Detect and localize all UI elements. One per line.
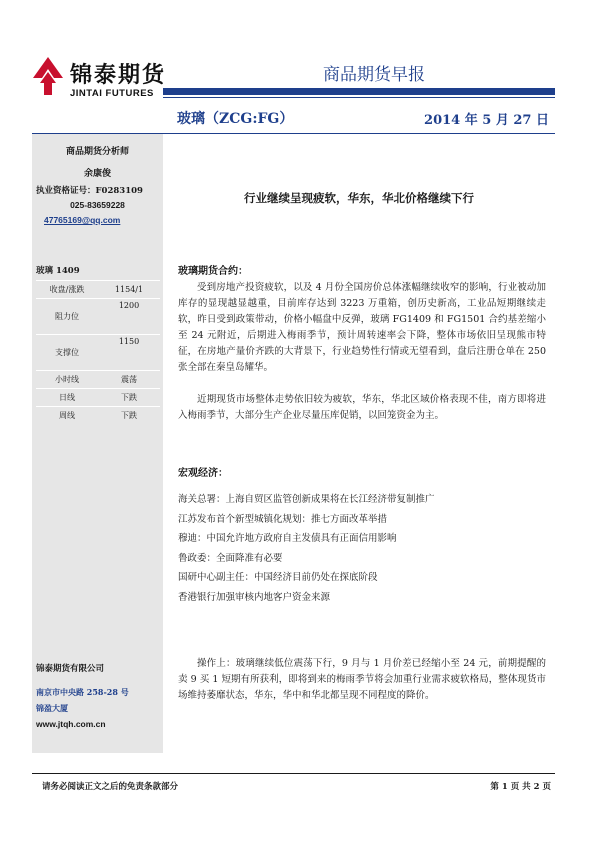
footer-rule: [32, 773, 555, 774]
metric-label: 支撑位: [36, 335, 98, 371]
company-name: 锦泰期货有限公司: [36, 664, 105, 674]
metric-label: 日线: [36, 389, 98, 407]
header-rule: [163, 88, 555, 95]
metric-value: 1200: [98, 299, 160, 335]
macro-section-heading: 宏观经济：: [178, 468, 228, 479]
table-row: [36, 407, 160, 425]
company-website-link[interactable]: www.jtqh.com.cn: [36, 719, 106, 729]
metric-value: 下跌: [98, 407, 160, 425]
list-item: 国研中心副主任：中国经济目前仍处在探底阶段: [178, 572, 378, 584]
list-item: 海关总署：上海自贸区监管创新成果将在长江经济带复制推广: [178, 494, 435, 505]
report-date: 2014 年 5 月 27 日: [424, 113, 549, 128]
title-rule: [163, 133, 555, 134]
report-headline: 行业继续呈现疲软，华东，华北价格继续下行: [244, 191, 474, 205]
contract-paragraph-1: 受到房地产投资疲软，以及 4 月份全国房价总体涨幅继续收窄的影响，行业被动加库存的显现越显越重，目前库存达到 3223 万重箱，创历史新高，工业品短期继续走软，昨日受到政策带动，价格小幅盘中反弹，玻璃 FG1409 和 FG1501 合约基差缩小至 24 元附近，后期进入梅雨季节，预计周转速率会下降，整体市场依旧呈现熊市特征，在房地产量价齐跌的大背景下，行业趋势性行情或无望看到，盘后注册仓单在 250 张全部在秦皇岛耀华。: [178, 282, 546, 373]
sidebar: [32, 133, 163, 753]
list-item: 鲁政委：全面降准有必要: [178, 552, 283, 564]
analyst-role: 商品期货分析师: [65, 147, 129, 157]
footer-disclaimer: 请务必阅读正文之后的免责条款部分: [42, 782, 179, 792]
header-rule-thin: [163, 97, 555, 98]
metric-label: 周线: [36, 407, 98, 425]
company-address-line2: 锦盈大厦: [36, 703, 68, 713]
page-number: 第 1 页 共 2 页: [490, 782, 551, 792]
macro-news-list: [178, 490, 546, 608]
analyst-name: 余康俊: [83, 169, 111, 179]
contract-paragraph-2: 近期现货市场整体走势依旧较为疲软，华东，华北区域价格表现不佳，南方即将进入梅雨季节，大部分生产企业尽量压库促销，以回笼资金为主。: [178, 394, 546, 421]
company-address-line1: 南京市中央路 258-28 号: [36, 687, 129, 697]
jintai-logo-icon: [32, 56, 64, 96]
list-item: 江苏发布首个新型城镇化规划：推七方面改革举措: [178, 513, 388, 525]
metric-value: 1150: [98, 335, 160, 371]
logo-english-name: JINTAI FUTURES: [70, 88, 154, 99]
table-row: [36, 281, 160, 299]
product-title: 玻璃（ZCG:FG）: [177, 111, 294, 127]
metric-value: 下跌: [98, 389, 160, 407]
product-contract: 玻璃 1409: [36, 266, 80, 276]
metric-value: 1154/1: [98, 281, 160, 299]
list-item: 穆迪：中国允许地方政府自主发债具有正面信用影响: [178, 533, 397, 545]
analyst-email-link[interactable]: 47765169@qq.com: [44, 215, 121, 225]
table-row: [36, 299, 160, 335]
operations-paragraph: 操作上：玻璃继续低位震荡下行，9 月与 1 月价差已经缩小至 24 元，前期提醒的卖 9 买 1 短期有所获利，即将到来的梅雨季节将会加重行业需求疲软格局，整体现货市场维持萎靡状态，华东，华中和华北都呈现不同程度的降价。: [178, 658, 546, 701]
company-logo: [32, 56, 172, 106]
contract-section-heading: 玻璃期货合约：: [178, 266, 248, 277]
metric-label: 收盘/涨跌: [36, 281, 98, 299]
logo-chinese-name: 锦泰期货: [70, 63, 167, 88]
table-row: [36, 371, 160, 389]
table-row: [36, 389, 160, 407]
metrics-table: [36, 280, 160, 425]
list-item: 香港银行加强审核内地客户资金来源: [178, 591, 331, 603]
report-type-title: 商品期货早报: [323, 65, 425, 85]
metric-label: 阻力位: [36, 299, 98, 335]
metric-value: 震荡: [98, 371, 160, 389]
table-row: [36, 335, 160, 371]
analyst-phone: 025-83659228: [70, 200, 125, 210]
analyst-cert: 执业资格证号：F0283109: [36, 186, 143, 196]
metric-label: 小时线: [36, 371, 98, 389]
title-bar: [163, 108, 555, 130]
